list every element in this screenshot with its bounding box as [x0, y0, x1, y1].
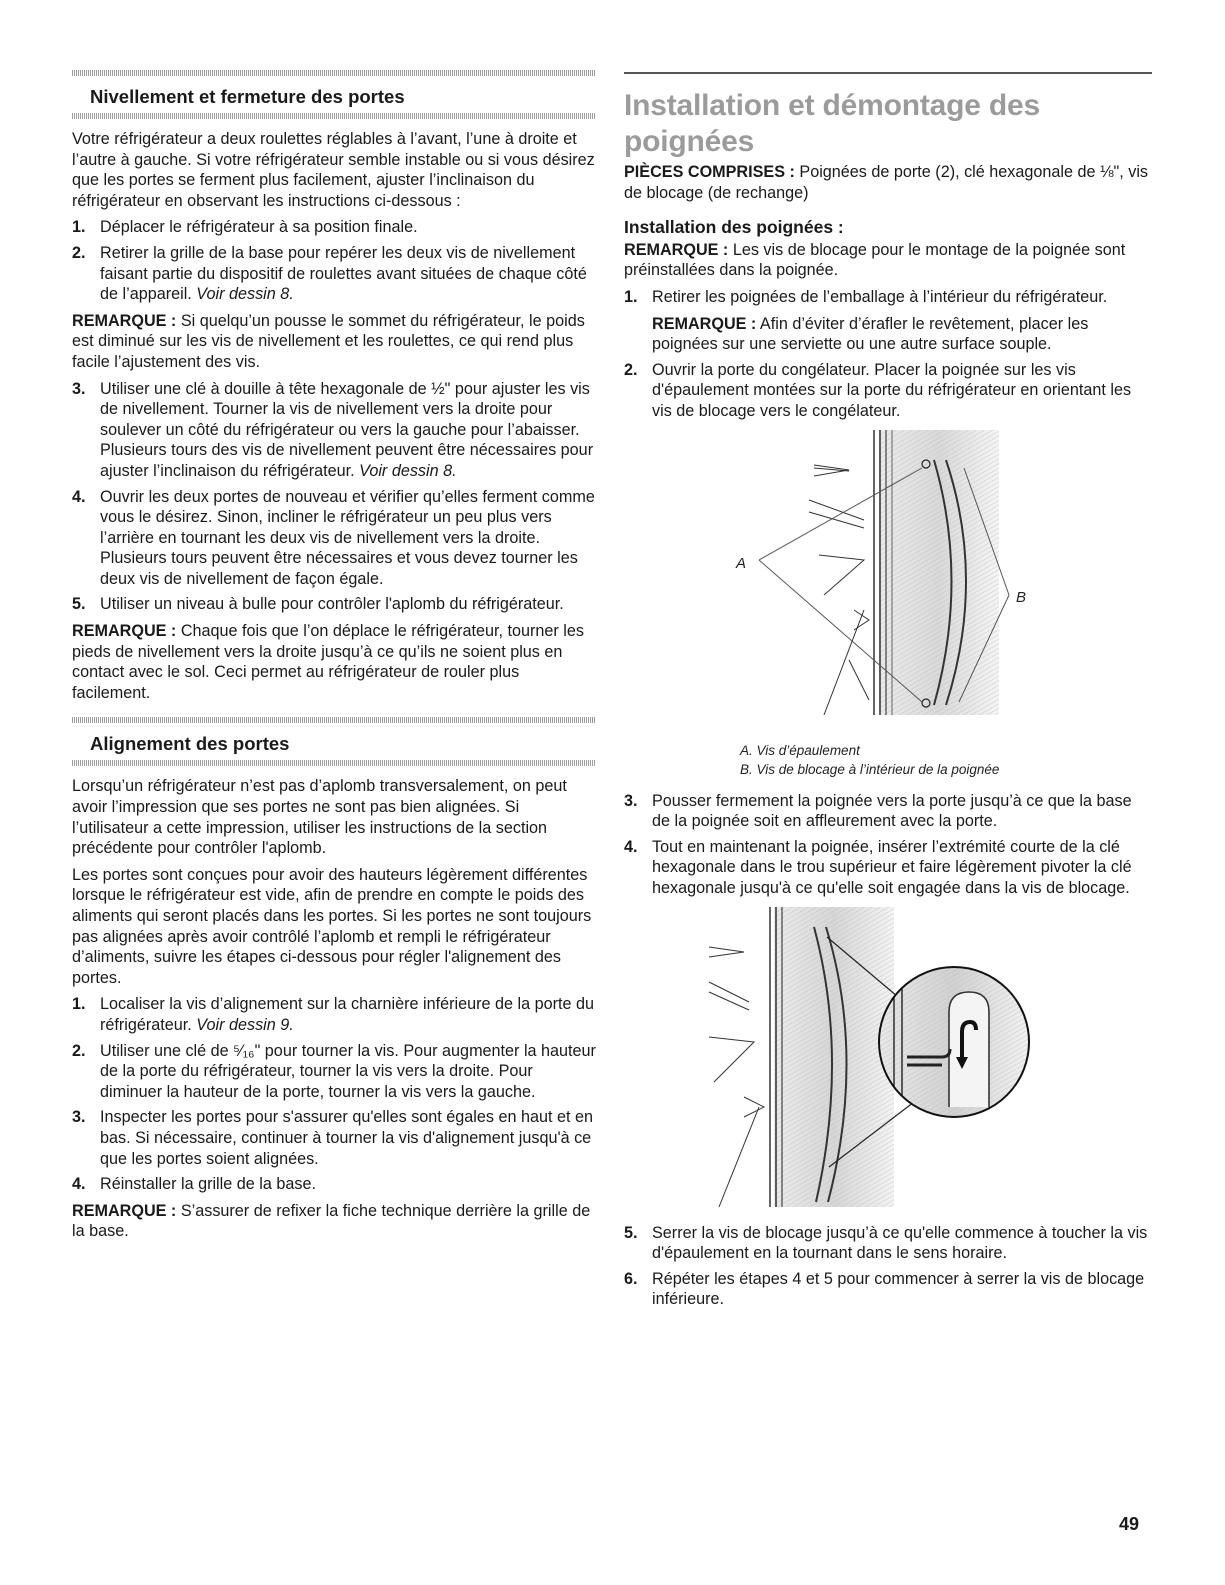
door-hatching [774, 907, 894, 1207]
note-label: REMARQUE : [72, 1201, 177, 1220]
list-item [72, 1174, 596, 1195]
shelf-line [819, 555, 864, 595]
page-title: Installation et démontage des poignées [624, 89, 1040, 158]
install-steps-a [624, 287, 1152, 422]
leveling-steps-a [72, 217, 596, 304]
list-item [624, 287, 1152, 355]
handle-figure-1 [624, 430, 1152, 735]
leveling-note-2 [72, 621, 596, 703]
leveling-note-1 [72, 311, 596, 373]
shelf-line [709, 947, 744, 957]
note-text: Si quelqu’un pousse le sommet du réfrigérateur, le poids est diminué sur les vis de nivellement et les roulettes, ce qui rend plus facile l’ajustement des vis. [72, 311, 585, 371]
step-text: Tout en maintenant la poignée, insérer l’extrémité courte de la clé hexagonale dans le trou supérieur et faire légèrement pivoter la clé hexagonale jusqu'à ce qu'elle soit engagée dans la vis de blocage. [652, 837, 1132, 897]
alignment-note [72, 1201, 596, 1242]
step-number: 3. [72, 379, 86, 398]
note-label: REMARQUE : [652, 314, 757, 333]
section-heading-rule [72, 113, 596, 119]
handle-illustration-2 [624, 907, 1152, 1217]
step-text: Utiliser une clé à douille à tête hexagonale de ½" pour ajuster les vis de nivellement. Tourner la vis de nivellement vers la droite pour soulever un côté du réfrigérateur ou vers la gauche pour l’abaisser. Plusieurs tours des vis de nivellement peuvent être nécessaires pour ajuster l’inclinaison du réfrigérateur. [100, 379, 594, 480]
note-text: Les vis de blocage pour le montage de la poignée sont préinstallées dans la poignée. [624, 240, 1126, 280]
parts-label: PIÈCES COMPRISES : [624, 163, 795, 181]
figure-caption-b: B. Vis de blocage à l’intérieur de la poignée [740, 761, 1000, 777]
step-text: Utiliser un niveau à bulle pour contrôler l'aplomb du réfrigérateur. [100, 595, 564, 614]
label-a: A [736, 554, 747, 572]
step-number: 3. [624, 791, 638, 810]
list-item [624, 837, 1152, 899]
shelf-line [809, 500, 864, 528]
note-text: Chaque fois que l’on déplace le réfrigérateur, tourner les pieds de nivellement vers la droite jusqu’à ce qu’ils ne soient plus en contact avec le sol. Ceci permet au réfrigérateur de rouler plus facilement. [72, 622, 584, 702]
list-item [72, 1107, 596, 1169]
note-label: REMARQUE : [624, 240, 729, 259]
shelf-line [824, 610, 864, 715]
alignment-para-1: Lorsqu’un réfrigérateur n’est pas d’aplomb transversalement, on peut avoir l’impression que ses portes ne sont pas bien alignées. Si l’utilisateur a cette impression, utiliser les instructions de la section précédente pour contrôler l'aplomb. [72, 777, 567, 858]
step-number: 1. [624, 287, 638, 306]
right-column [624, 70, 1152, 1316]
step-text: Ouvrir les deux portes de nouveau et vérifier qu’elles ferment comme vous le désirez. Sinon, incliner le réfrigérateur un peu plus vers l’arrière en tournant les deux vis de nivellement vers la droite. Plusieurs tours peuvent être nécessaires et vous devez tourner les deux vis de nivellement de façon égale. [100, 487, 595, 588]
label-b: B [1016, 588, 1027, 606]
parts-included [624, 162, 1152, 203]
drawing-reference: Voir dessin 9. [196, 1015, 294, 1034]
alignment-steps [72, 994, 596, 1194]
parts-text: Poignées de porte (2), clé hexagonale de ⅛", vis de blocage (de rechange) [624, 163, 1149, 202]
figure-caption-a: A. Vis d’épaulement [740, 742, 860, 758]
step-text: Retirer les poignées de l’emballage à l’intérieur du réfrigérateur. [652, 287, 1108, 306]
list-item [72, 379, 596, 482]
list-item [72, 1041, 596, 1103]
step-number: 4. [624, 837, 638, 856]
list-item [624, 360, 1152, 422]
step-text: Pousser fermement la poignée vers la porte jusqu’à ce que la base de la poignée soit en affleurement avec la porte. [652, 791, 1132, 831]
list-item [72, 594, 596, 615]
list-item [72, 994, 596, 1035]
step-text: Serrer la vis de blocage jusqu’à ce qu'elle commence à toucher la vis d'épaulement en la tournant dans le sens horaire. [652, 1223, 1148, 1263]
handle-figure-2 [624, 907, 1152, 1217]
door-hatching [879, 430, 999, 715]
step-note [652, 314, 1152, 355]
step-number: 2. [72, 1041, 86, 1060]
step-text: Répéter les étapes 4 et 5 pour commencer à serrer la vis de blocage inférieure. [652, 1269, 1145, 1309]
left-column [72, 70, 596, 1248]
page-number: 49 [1118, 1514, 1139, 1534]
list-item [72, 217, 596, 238]
section-top-rule [72, 717, 596, 723]
shelf-line [814, 465, 849, 476]
subheading-install: Installation des poignées : [624, 217, 844, 238]
step-number: 4. [72, 487, 86, 506]
step-text: Déplacer le réfrigérateur à sa position finale. [100, 218, 418, 237]
note-label: REMARQUE : [72, 311, 177, 330]
leveling-steps-b [72, 379, 596, 616]
step-number: 3. [72, 1108, 86, 1127]
install-steps-end [624, 1223, 1152, 1310]
note-text: Afin d’éviter d’érafler le revêtement, placer les poignées sur une serviette ou une autre surface souple. [652, 314, 1089, 354]
leveling-intro: Votre réfrigérateur a deux roulettes réglables à l’avant, l’une à droite et l’autre à gauche. Si votre réfrigérateur semble instable ou si vous désirez que les portes se ferment plus facilement, ajuster l’inclinaison du réfrigérateur en observant les instructions ci-dessous : [72, 130, 595, 210]
step-text: Utiliser une clé de ⁵⁄₁₆" pour tourner la vis. Pour augmenter la hauteur de la porte du réfrigérateur, tourner la vis vers la droite. Pour diminuer la hauteur de la porte, tourner la vis vers la gauche. [100, 1041, 596, 1101]
step-number: 1. [72, 995, 86, 1014]
step-number: 1. [72, 218, 86, 237]
install-note [624, 240, 1152, 281]
alignment-para-2: Les portes sont conçues pour avoir des hauteurs légèrement différentes lorsque le réfrigérateur est vide, afin de prendre en compte le poids des aliments qui seront placés dans les portes. Si les portes ne sont toujours pas alignées après avoir contrôlé l’aplomb et rempli le réfrigérateur d’aliments, suivre les étapes ci-dessous pour régler l'alignement des portes. [72, 865, 592, 987]
step-number: 5. [624, 1223, 638, 1242]
section-top-rule [72, 70, 596, 76]
note-label: REMARQUE : [72, 622, 177, 641]
list-item [72, 243, 596, 305]
drawing-reference: Voir dessin 8. [196, 285, 294, 304]
shelf-line [709, 982, 749, 1010]
list-item [624, 1269, 1152, 1310]
drawing-reference: Voir dessin 8. [359, 461, 457, 480]
step-number: 2. [72, 243, 86, 262]
section-heading-alignment: Alignement des portes [90, 733, 290, 755]
section-heading-rule [72, 760, 596, 766]
install-steps-mid [624, 791, 1152, 899]
step-number: 4. [72, 1175, 86, 1194]
step-number: 2. [624, 360, 638, 379]
step-text: Ouvrir la porte du congélateur. Placer la poignée sur les vis d'épaulement montées sur la porte du réfrigérateur en orientant les vis de blocage vers le congélateur. [652, 360, 1132, 420]
list-item [624, 1223, 1152, 1264]
step-text: Localiser la vis d’alignement sur la charnière inférieure de la porte du réfrigérateur. [100, 995, 594, 1034]
step-text: Réinstaller la grille de la base. [100, 1175, 316, 1194]
list-item [72, 487, 596, 590]
step-text: Retirer la grille de la base pour repérer les deux vis de nivellement faisant partie du dispositif de roulettes avant situées de chaque côté de l’appareil. [100, 243, 587, 304]
list-item [624, 791, 1152, 832]
section-heading-leveling: Nivellement et fermeture des portes [90, 86, 405, 107]
handle-illustration-1 [624, 430, 1152, 735]
step-number: 6. [624, 1269, 638, 1288]
note-text: S’assurer de refixer la fiche technique derrière la grille de la base. [72, 1201, 591, 1241]
shelf-line [719, 1097, 764, 1207]
step-number: 5. [72, 595, 86, 614]
shelf-line [709, 1037, 754, 1082]
title-top-rule [624, 72, 1152, 74]
step-text: Inspecter les portes pour s'assurer qu'elles sont égales en haut et en bas. Si nécessaire, continuer à tourner la vis d'alignement jusqu'à ce que les portes soient alignées. [100, 1108, 593, 1168]
